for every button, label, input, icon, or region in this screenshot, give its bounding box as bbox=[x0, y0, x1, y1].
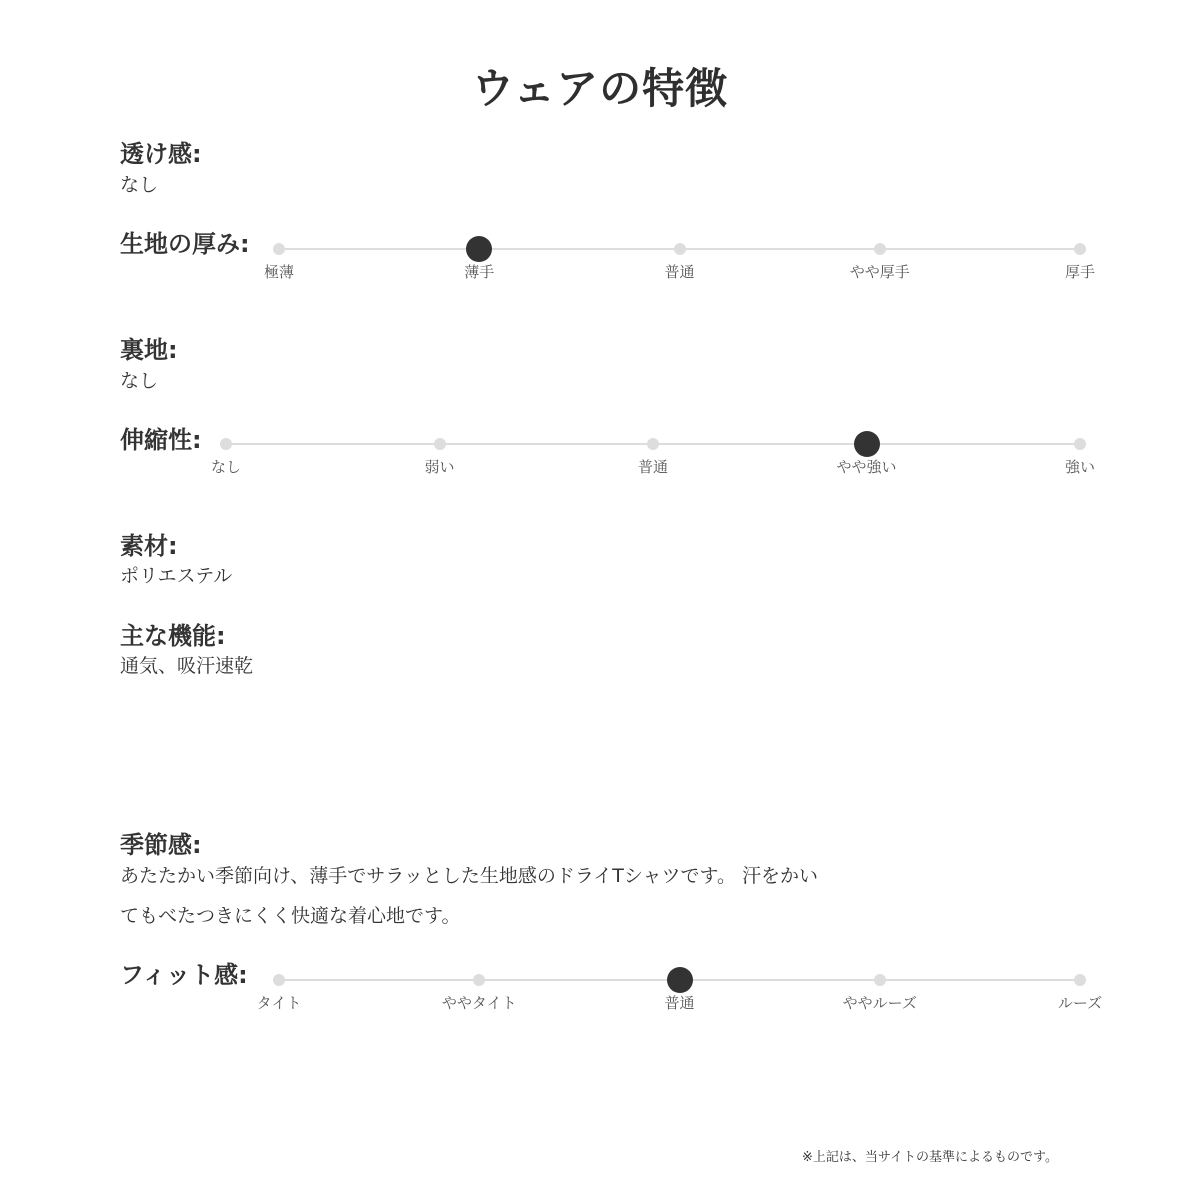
season-text-line1: あたたかい季節向け、薄手でサラッとした生地感のドライTシャツです。 汗をかい bbox=[120, 865, 819, 887]
stretch-scale-option-label: なし bbox=[210, 458, 242, 476]
stretch-scale-dot bbox=[647, 438, 659, 450]
stretch-scale-dot bbox=[1074, 438, 1086, 450]
fit-scale-option-label: ややルーズ bbox=[842, 994, 917, 1012]
thickness-scale-dot bbox=[273, 243, 285, 255]
stretch-scale-dot bbox=[220, 438, 232, 450]
functions-label: 主な機能: bbox=[120, 622, 226, 650]
stretch-scale-option-label: 強い bbox=[1064, 458, 1096, 476]
stretch-scale-dot bbox=[434, 438, 446, 450]
fit-scale-option-label: タイト bbox=[256, 994, 302, 1012]
transparency-label: 透け感: bbox=[120, 140, 202, 168]
fit-scale-option-label: ルーズ bbox=[1057, 994, 1103, 1012]
fit-label: フィット感: bbox=[120, 961, 248, 989]
fit-scale-dot bbox=[273, 974, 285, 986]
thickness-scale-option-label: 極薄 bbox=[263, 263, 295, 281]
stretch-scale-dot-selected bbox=[854, 431, 880, 457]
functions-value: 通気、吸汗速乾 bbox=[120, 655, 254, 677]
thickness-scale-dot bbox=[874, 243, 886, 255]
fit-scale-dot bbox=[473, 974, 485, 986]
material-value: ポリエステル bbox=[120, 565, 233, 587]
thickness-scale-option-label: 厚手 bbox=[1064, 263, 1096, 281]
material-label: 素材: bbox=[120, 532, 178, 560]
fit-scale-option-label: 普通 bbox=[664, 994, 695, 1012]
thickness-scale-option-label: やや厚手 bbox=[849, 263, 910, 281]
fit-scale-dot bbox=[874, 974, 886, 986]
fit-scale-dot-selected bbox=[667, 967, 693, 993]
stretch-label: 伸縮性: bbox=[120, 426, 202, 454]
thickness-scale-option-label: 普通 bbox=[664, 263, 695, 281]
lining-label: 裏地: bbox=[120, 336, 178, 364]
fit-scale-option-label: ややタイト bbox=[441, 994, 517, 1012]
thickness-label: 生地の厚み: bbox=[120, 230, 250, 258]
season-label: 季節感: bbox=[120, 831, 202, 859]
fit-scale-dot bbox=[1074, 974, 1086, 986]
thickness-scale-dot bbox=[1074, 243, 1086, 255]
stretch-scale-option-label: 普通 bbox=[637, 458, 669, 476]
stretch-scale-option-label: やや強い bbox=[836, 458, 897, 476]
transparency-value: なし bbox=[120, 174, 159, 196]
thickness-scale-option-label: 薄手 bbox=[464, 263, 495, 281]
footnote: ※上記は、当サイトの基準によるものです。 bbox=[802, 1150, 1058, 1165]
season-text-line2: てもべたつきにくく快適な着心地です。 bbox=[120, 905, 461, 927]
lining-value: なし bbox=[120, 370, 159, 392]
thickness-scale-dot-selected bbox=[466, 236, 492, 262]
stretch-scale-option-label: 弱い bbox=[424, 458, 455, 476]
thickness-scale-dot bbox=[674, 243, 686, 255]
page-title: ウェアの特徴 bbox=[471, 64, 729, 113]
